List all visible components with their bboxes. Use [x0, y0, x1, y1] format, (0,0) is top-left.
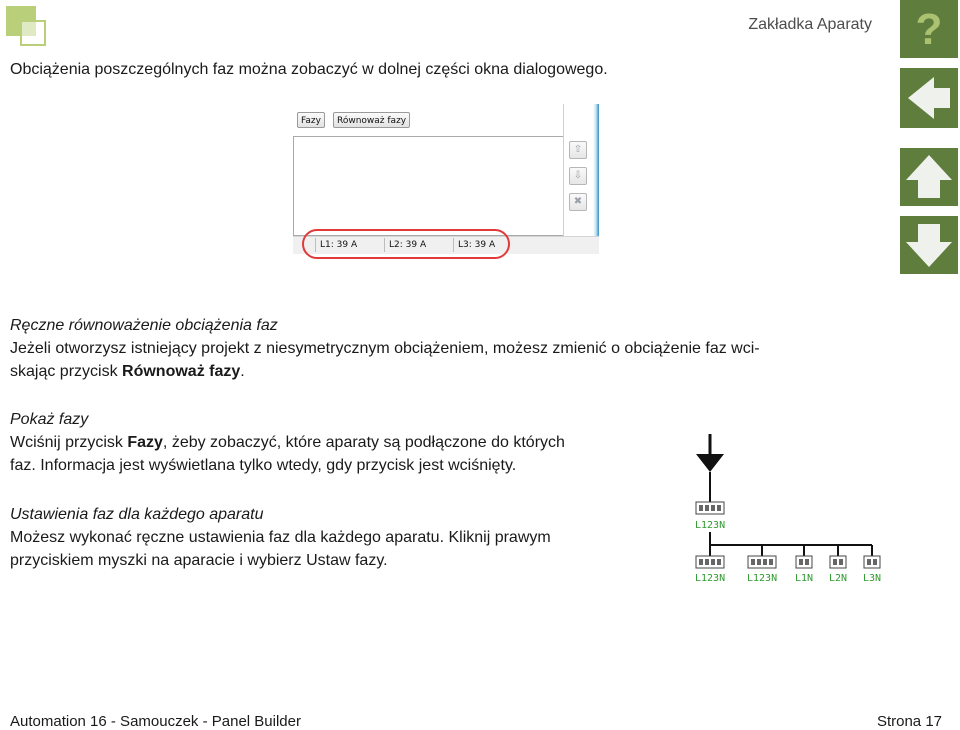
- dialog-screenshot: [293, 104, 603, 260]
- text-run: skając przycisk: [10, 363, 123, 380]
- up-arrow-icon: ⇧: [573, 144, 583, 155]
- manual-text-line1: Jeżeli otworzysz istniejący projekt z niesymetrycznym obciążeniem, możesz zmienić o obciążenie faz wci-: [10, 340, 760, 357]
- phase-load-l2: L2: 39 A: [389, 240, 427, 250]
- breaker-pole: [799, 559, 803, 565]
- per-device-text-line2: przyciskiem myszki na aparacie i wybierz Ustaw fazy.: [10, 552, 388, 569]
- up-arrow-icon: [904, 152, 954, 202]
- breaker-pole: [769, 559, 773, 565]
- breaker-pole: [839, 559, 843, 565]
- branch-breaker: [796, 556, 812, 568]
- breaker-pole: [717, 559, 721, 565]
- phase-load-l3: L3: 39 A: [458, 240, 496, 250]
- branch-breaker: [830, 556, 846, 568]
- text-run: Wciśnij przycisk: [10, 434, 128, 451]
- breaker-pole: [873, 559, 877, 565]
- logo-square-front: [20, 20, 46, 46]
- down-arrow-icon: [904, 220, 954, 270]
- page-number: Strona 17: [876, 713, 942, 730]
- branch-breaker-label: L1N: [795, 573, 814, 584]
- branch-breaker-label: L2N: [829, 573, 848, 584]
- breaker-pole: [699, 559, 703, 565]
- delete-button[interactable]: [569, 193, 587, 211]
- balance-phases-ref: Równoważ fazy: [122, 363, 241, 380]
- phase-loads-highlight: [302, 229, 510, 259]
- main-breaker-label: L123N: [695, 520, 726, 531]
- window-edge: [593, 104, 599, 254]
- text-run: , żeby zobaczyć, które aparaty są podłączone do których: [162, 434, 565, 451]
- intro-text: Obciążenia poszczególnych faz można zobaczyć w dolnej części okna dialogowego.: [10, 61, 608, 78]
- back-arrow-icon: [904, 73, 954, 123]
- help-button[interactable]: [900, 0, 958, 58]
- scroll-up-button[interactable]: [900, 148, 958, 206]
- phases-button[interactable]: Fazy: [297, 112, 325, 128]
- branch-breaker-label: L123N: [747, 573, 778, 584]
- section-title: Zakładka Aparaty: [748, 16, 872, 33]
- branch-breaker-label: L123N: [695, 573, 726, 584]
- footer-title: Automation 16 - Samouczek - Panel Builder: [10, 713, 301, 730]
- help-icon: [909, 6, 949, 52]
- per-device-text-line1: Możesz wykonać ręczne ustawienia faz dla każdego aparatu. Kliknij prawym: [10, 529, 551, 546]
- phase-load-l1: L1: 39 A: [320, 240, 358, 250]
- back-button[interactable]: [900, 68, 958, 128]
- breaker-pole: [711, 559, 715, 565]
- down-arrow-icon: ⇩: [573, 170, 583, 181]
- breaker-pole: [757, 559, 761, 565]
- phases-ref: Fazy: [127, 434, 163, 451]
- breaker-pole: [867, 559, 871, 565]
- delete-icon: ✖: [573, 196, 583, 207]
- devices-list[interactable]: [293, 136, 567, 236]
- breaker-pole: [805, 559, 809, 565]
- manual-text-line2: [10, 360, 245, 383]
- svg-text:?: ?: [915, 6, 943, 52]
- text-run: .: [240, 363, 245, 380]
- show-text-line1: [10, 431, 565, 454]
- circuit-diagram: [690, 432, 890, 592]
- manual-section-title: Ręczne równoważenie obciążenia faz: [10, 317, 278, 334]
- breaker-pole: [833, 559, 837, 565]
- balance-phases-button[interactable]: Równoważ fazy: [333, 112, 410, 128]
- breaker-pole: [751, 559, 755, 565]
- scroll-down-button[interactable]: [900, 216, 958, 274]
- branch-breaker: [864, 556, 880, 568]
- move-up-button[interactable]: [569, 141, 587, 159]
- per-device-section-title: Ustawienia faz dla każdego aparatu: [10, 506, 264, 523]
- move-down-button[interactable]: [569, 167, 587, 185]
- feed-arrow-icon: [696, 454, 724, 472]
- show-section-title: Pokaż fazy: [10, 411, 89, 428]
- breaker-pole: [763, 559, 767, 565]
- show-text-line2: faz. Informacja jest wyświetlana tylko wtedy, gdy przycisk jest wciśnięty.: [10, 457, 517, 474]
- branch-breaker-label: L3N: [863, 573, 882, 584]
- breaker-pole: [705, 559, 709, 565]
